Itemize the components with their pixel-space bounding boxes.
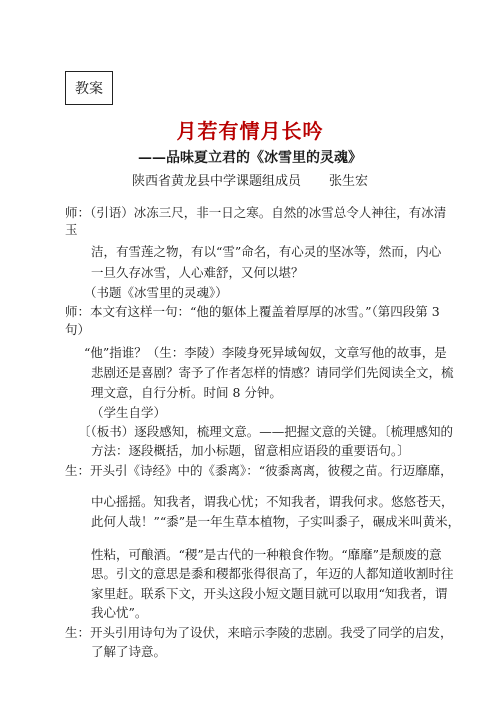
body-line: 师：（引语）冰冻三尺，非一日之寒。自然的冰雪总令人神往，有冰清 <box>65 205 447 220</box>
body-line: 一旦久存冰雪，人心难舒，又何以堪？ <box>91 265 304 280</box>
body-line: 性粘，可酿酒。“稷”是古代的一种粮食作物。“靡靡”是颓废的意 <box>91 547 442 562</box>
body-line: 理文意，自行分析。时间 8 分钟。 <box>91 385 282 400</box>
body-line: 生：开头引用诗句为了设伏，来暗示李陵的悲剧。我受了同学的启发， <box>65 625 453 640</box>
body-line: “他”指谁？（生：李陵）李陵身死异域匈奴，文章写他的故事，是 <box>84 345 447 360</box>
body-line: 〔（板书）逐段感知，梳理文意。——把握文意的关键。〔梳理感知的 <box>78 424 454 439</box>
body-line: 了解了诗意。 <box>91 644 167 659</box>
body-line: （书题《冰雪里的灵魂》） <box>84 285 228 300</box>
lesson-plan-label: 教案 <box>65 71 113 105</box>
body-line: 洁，有雪莲之物，有以“雪”命名，有心灵的坚冰等，然而，内心 <box>91 244 442 259</box>
body-line: 句） <box>65 322 91 337</box>
author-school: 陕西省黄龙县中学课题组成员 <box>131 174 301 189</box>
body-line: 悲剧还是喜剧？寄予了作者怎样的情感？请同学们先阅读全文，梳 <box>91 365 454 380</box>
body-line: 师：本文有这样一句：“他的躯体上覆盖着厚厚的冰雪。”（第四段第 3 <box>65 304 440 319</box>
body-line: 思。引文的意思是黍和稷都张得很高了，年迈的人都知道收割时往 <box>91 566 454 581</box>
body-line: 中心摇摇。知我者，谓我心忧；不知我者，谓我何求。悠悠苍天， <box>91 494 454 509</box>
body-line: 我心忧”。 <box>91 605 148 620</box>
body-line: 此何人哉！”“黍”是一年生草本植物，子实叫黍子，碾成米叫黄米， <box>91 514 461 529</box>
body-line: （学生自学） <box>91 405 167 420</box>
page-title: 月若有情月长吟 <box>176 119 324 143</box>
page-subtitle: ——品味夏立君的《冰雪里的灵魂》 <box>138 150 362 166</box>
body-line: 家里赶。联系下文，开头这段小短文题目就可以取用“知我者，谓 <box>91 586 448 601</box>
author-line <box>0 170 500 189</box>
body-line: 生：开头引《诗经》中的《黍离》：“彼黍离离，彼稷之苗。行迈靡靡， <box>65 463 453 478</box>
body-line: 玉 <box>65 222 78 237</box>
body-line: 方法：逐段概括，加小标题，留意相应语段的重要语句。〕 <box>91 443 410 458</box>
author-name: 张生宏 <box>329 174 369 189</box>
